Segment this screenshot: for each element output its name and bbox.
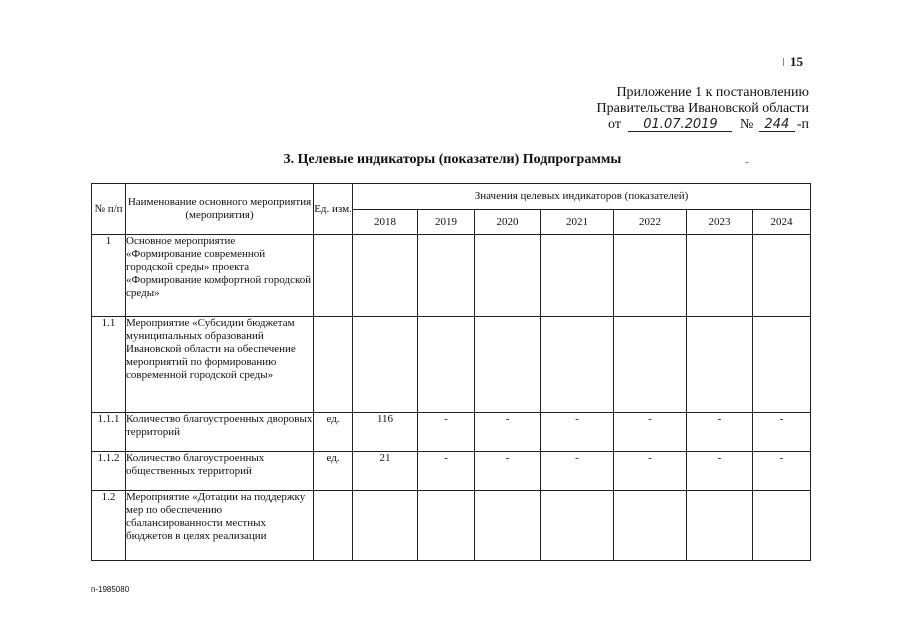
header-unit: Ед. изм. bbox=[314, 184, 353, 235]
row-name: Мероприятие «Дотации на поддержку мер по обеспечению сбалансированности местных бюджетов в целях реализации bbox=[126, 491, 314, 561]
row-unit bbox=[314, 317, 353, 413]
value-cell: - bbox=[614, 413, 687, 452]
number-suffix: -п bbox=[796, 117, 809, 132]
appendix-line-2: Правительства Ивановской области bbox=[596, 101, 809, 116]
table-row bbox=[92, 235, 811, 317]
row-name: Количество благоустроенных общественных территорий bbox=[126, 452, 314, 491]
row-number: 1.1 bbox=[92, 317, 126, 413]
value-cell bbox=[541, 235, 614, 317]
from-label: от bbox=[608, 117, 621, 132]
header-year: 2020 bbox=[475, 210, 541, 235]
row-number: 1.1.1 bbox=[92, 413, 126, 452]
handwritten-number: 244 bbox=[759, 118, 795, 132]
value-cell bbox=[418, 491, 475, 561]
header-year: 2019 bbox=[418, 210, 475, 235]
appendix-date-line bbox=[597, 117, 809, 133]
value-cell: 116 bbox=[353, 413, 418, 452]
row-name: Мероприятие «Субсидии бюджетам муниципальных образований Ивановской области на обеспечение мероприятий по формированию современной городской среды» bbox=[126, 317, 314, 413]
row-number: 1.2 bbox=[92, 491, 126, 561]
document-code: п-1985080 bbox=[91, 585, 130, 594]
value-cell bbox=[475, 235, 541, 317]
margin-mark bbox=[783, 58, 784, 66]
header-year: 2023 bbox=[687, 210, 753, 235]
value-cell bbox=[687, 235, 753, 317]
row-unit bbox=[314, 235, 353, 317]
table-row bbox=[92, 317, 811, 413]
table-row bbox=[92, 491, 811, 561]
row-unit: ед. bbox=[314, 413, 353, 452]
row-unit bbox=[314, 491, 353, 561]
value-cell: 21 bbox=[353, 452, 418, 491]
row-number: 1 bbox=[92, 235, 126, 317]
page-number: 15 bbox=[790, 54, 803, 69]
value-cell bbox=[687, 317, 753, 413]
value-cell: - bbox=[475, 413, 541, 452]
value-cell bbox=[418, 317, 475, 413]
value-cell bbox=[753, 317, 811, 413]
value-cell: - bbox=[418, 452, 475, 491]
section-title: 3. Целевые индикаторы (показатели) Подпрограммы bbox=[283, 152, 622, 167]
header-name: Наименование основного мероприятия (мероприятия) bbox=[126, 184, 314, 235]
value-cell bbox=[687, 491, 753, 561]
value-cell: - bbox=[418, 413, 475, 452]
header-values-group: Значения целевых индикаторов (показателей) bbox=[353, 184, 811, 210]
header-year: 2022 bbox=[614, 210, 687, 235]
row-name: Количество благоустроенных дворовых территорий bbox=[126, 413, 314, 452]
value-cell bbox=[614, 317, 687, 413]
value-cell bbox=[353, 317, 418, 413]
value-cell: - bbox=[753, 452, 811, 491]
value-cell bbox=[614, 491, 687, 561]
value-cell bbox=[353, 491, 418, 561]
value-cell: - bbox=[614, 452, 687, 491]
value-cell: - bbox=[541, 452, 614, 491]
row-number: 1.1.2 bbox=[92, 452, 126, 491]
table-row bbox=[92, 452, 811, 491]
value-cell bbox=[353, 235, 418, 317]
appendix-header bbox=[597, 85, 809, 133]
appendix-line-1: Приложение 1 к постановлению bbox=[616, 85, 809, 100]
number-label: № bbox=[739, 117, 754, 132]
value-cell: - bbox=[753, 413, 811, 452]
header-no: № п/п bbox=[92, 184, 126, 235]
value-cell: - bbox=[541, 413, 614, 452]
value-cell: - bbox=[687, 452, 753, 491]
value-cell: - bbox=[687, 413, 753, 452]
row-name: Основное мероприятие «Формирование современной городской среды» проекта «Формирование комфортной городской среды» bbox=[126, 235, 314, 317]
value-cell bbox=[475, 491, 541, 561]
header-year: 2018 bbox=[353, 210, 418, 235]
handwritten-date: 01.07.2019 bbox=[628, 118, 732, 132]
value-cell bbox=[541, 317, 614, 413]
value-cell bbox=[475, 317, 541, 413]
value-cell bbox=[753, 491, 811, 561]
row-unit: ед. bbox=[314, 452, 353, 491]
header-year: 2021 bbox=[541, 210, 614, 235]
value-cell bbox=[614, 235, 687, 317]
value-cell bbox=[541, 491, 614, 561]
indicators-table bbox=[91, 183, 811, 561]
value-cell bbox=[753, 235, 811, 317]
value-cell: - bbox=[475, 452, 541, 491]
scan-speck bbox=[745, 162, 749, 163]
table-row bbox=[92, 413, 811, 452]
value-cell bbox=[418, 235, 475, 317]
header-year: 2024 bbox=[753, 210, 811, 235]
